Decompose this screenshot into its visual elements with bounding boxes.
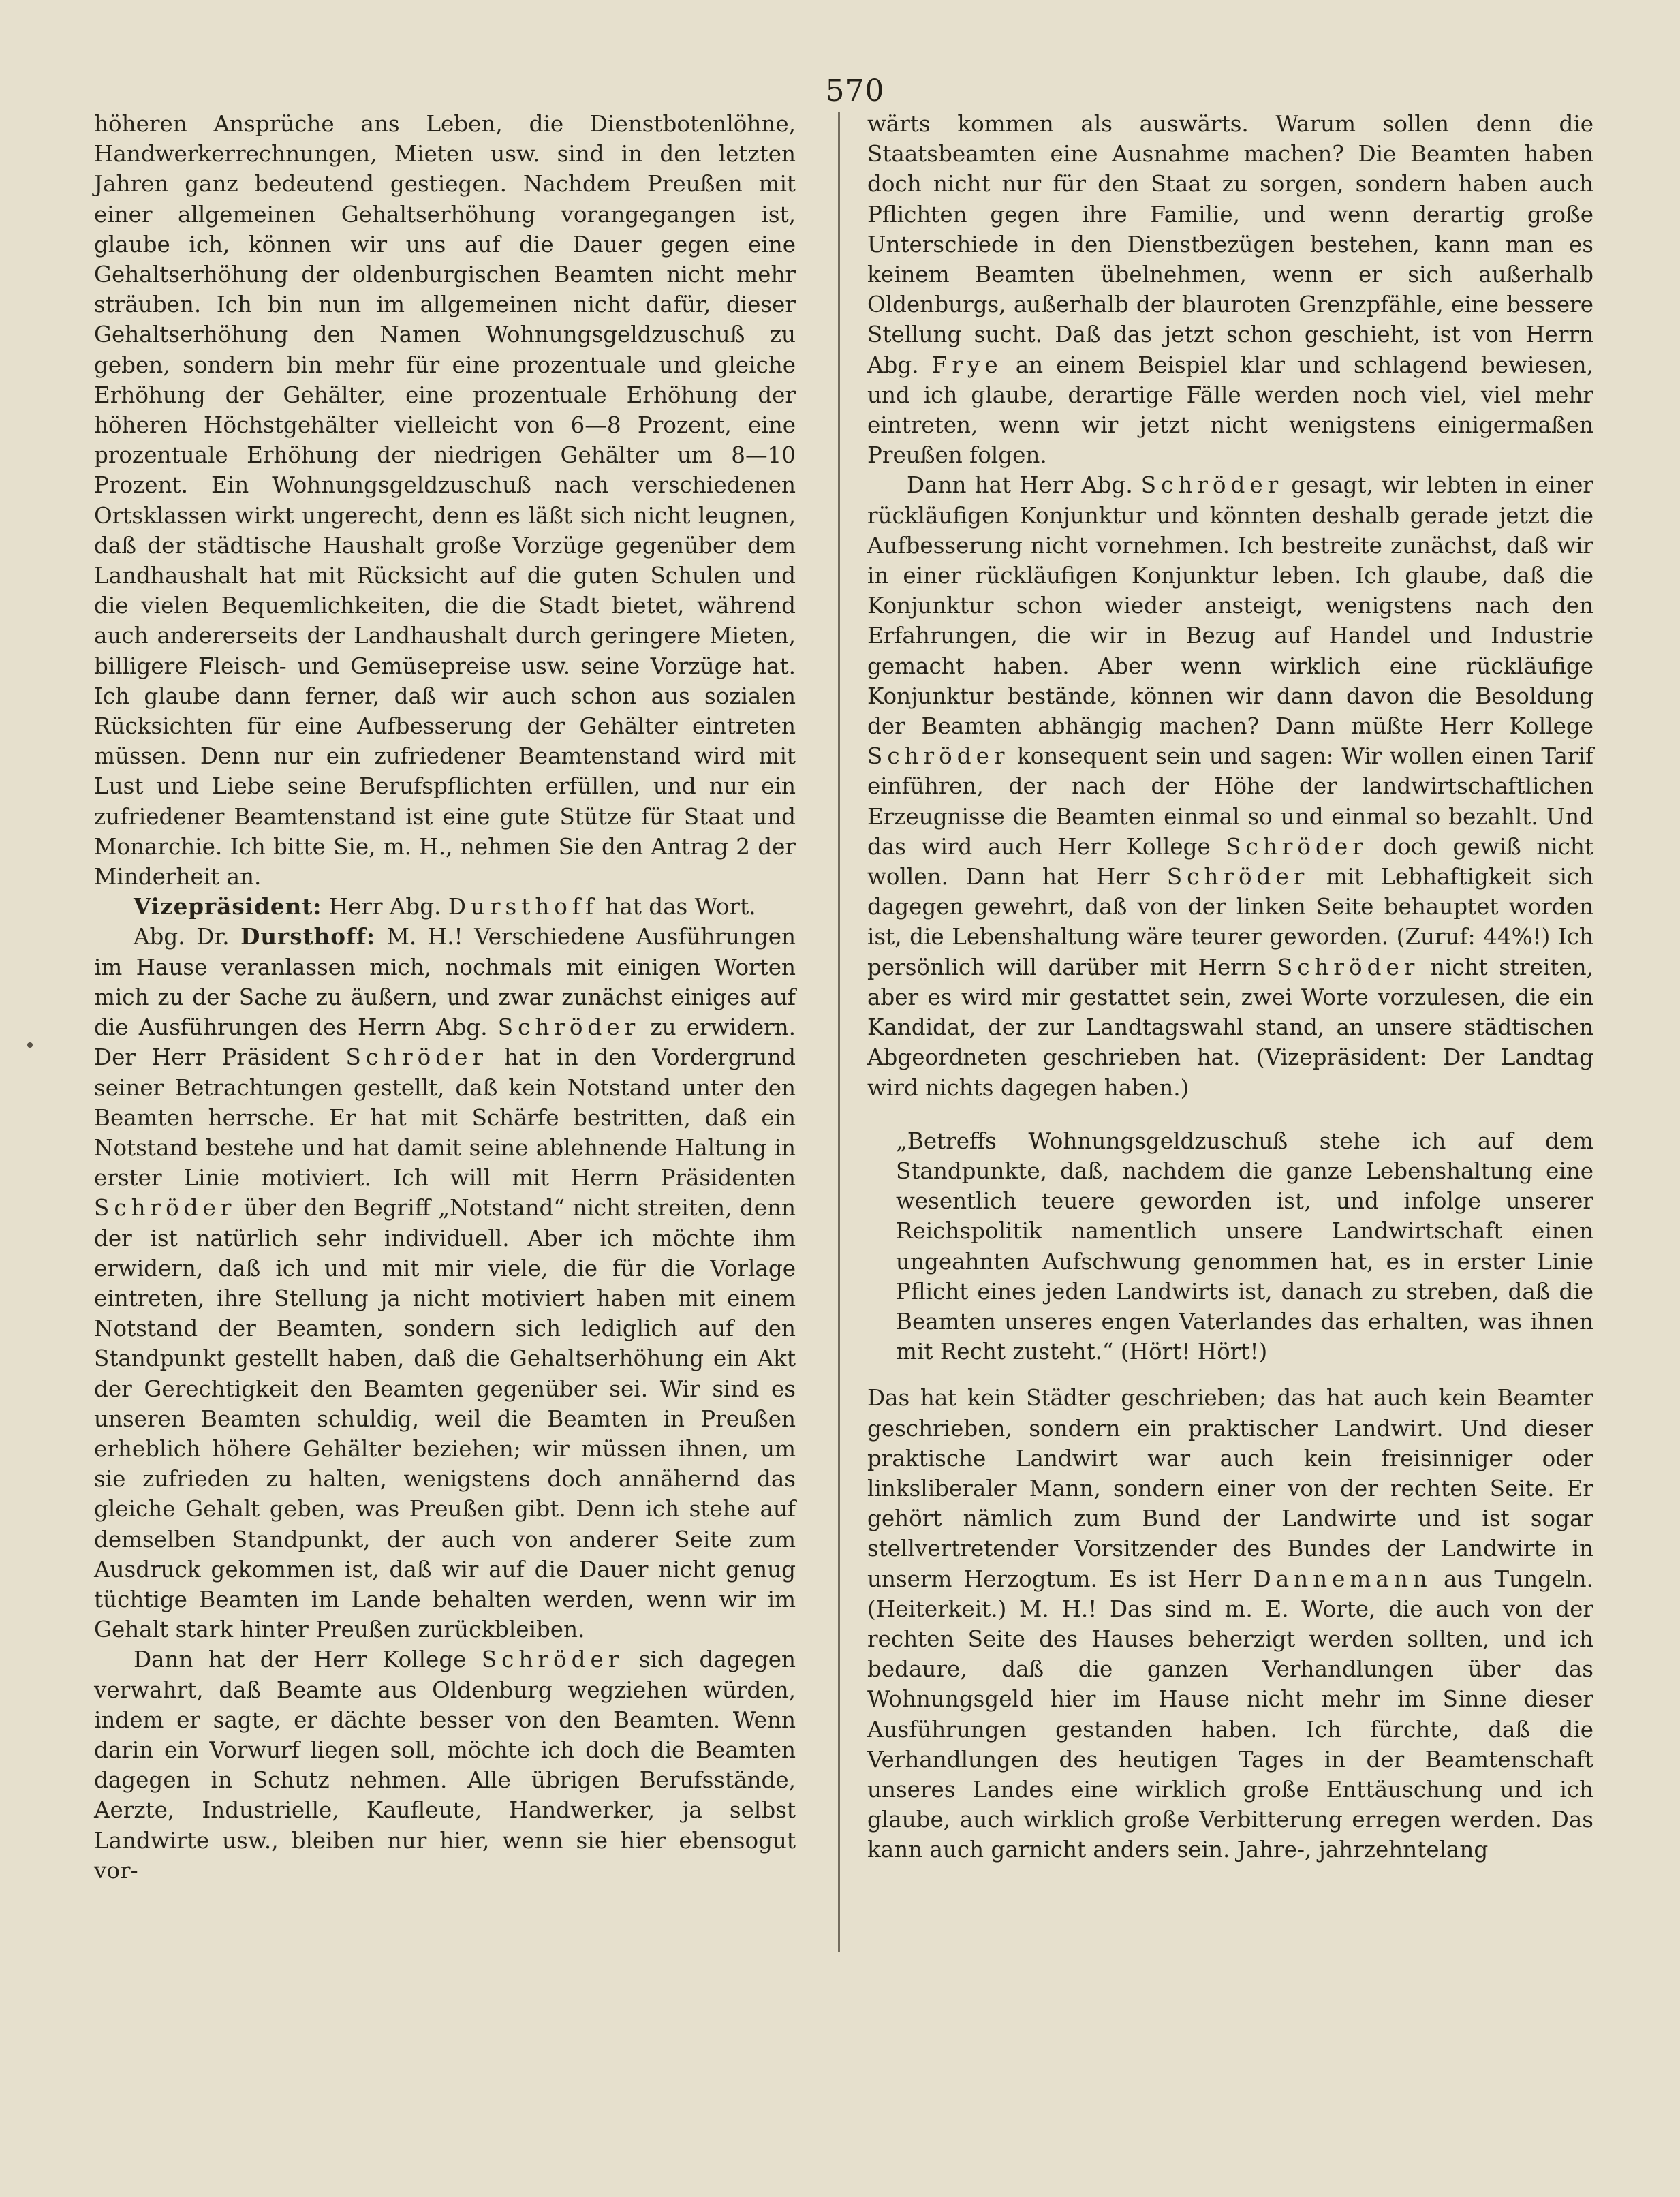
text-span: Abg. Dr. bbox=[134, 924, 241, 950]
person-name: Frye bbox=[931, 352, 1003, 378]
text-span: doch gewiß nicht wollen. Dann hat Herr bbox=[867, 833, 1593, 890]
text-span: aus Tungeln. (Heiterkeit.) M. H.! Das sind m. E. Worte, die auch von der rechten Seite des Hauses beherzigt werden sollten, und ich bedaure, daß die ganzen Verhandlungen über das Wohnungsgeld hier im Hause nicht mehr im Sinne dieser Ausführungen gestanden haben. Ich fürchte, daß die Verhandlungen des heutigen Tages in der Beamtenschaft unseres Landes eine wirklich große Enttäuschung und ich glaube, auch wirklich große Verbitterung erregen werden. Das kann auch garnicht anders sein. Jahre-, jahrzehntelang bbox=[867, 1565, 1593, 1863]
text-span: zu erwidern. Der Herr Präsident bbox=[94, 1014, 796, 1071]
ink-dot bbox=[27, 1042, 33, 1048]
text-span: wärts kommen als auswärts. Warum sollen denn die Staatsbeamten eine Ausnahme machen? Die Beamten haben doch nicht nur für den Staat zu sorgen, sondern haben auch Pflichten gegen ihre Familie, und wenn derartig große Unterschiede in den Dienstbezügen bestehen, kann man es keinem Beamten übelnehmen, wenn er sich außerhalb Oldenburgs, außerhalb der blauroten Grenzpfähle, eine bessere Stellung sucht. Daß das jetzt schon geschieht, ist von Herrn Abg. bbox=[867, 111, 1593, 378]
person-name: Schröder bbox=[1226, 833, 1368, 860]
right-paragraph-3 bbox=[867, 1383, 1593, 1865]
person-name: Schröder bbox=[481, 1647, 624, 1673]
text-span: an einem Beispiel klar und schlagend bewiesen, und ich glaube, derartige Fälle werden noch viel, viel mehr eintreten, wenn wir jetzt nicht wenigstens einigermaßen Preußen folgen. bbox=[867, 352, 1593, 469]
text-span: hat das Wort. bbox=[598, 894, 756, 920]
speaker-label: Vizepräsident: bbox=[134, 893, 322, 920]
text-span: Herr Abg. bbox=[322, 894, 448, 920]
person-name: Schröder bbox=[1277, 954, 1420, 980]
person-name: Schröder bbox=[1140, 472, 1284, 499]
left-paragraph-3 bbox=[94, 922, 796, 1645]
block-quote: „Betreffs Wohnungsgeldzuschuß stehe ich auf dem Standpunkte, daß, nachdem die ganze Lebenshaltung eine wesentlich teuere geworden ist, und infolge unserer Reichspolitik namentlich unsere Landwirtschaft einen ungeahnten Aufschwung genommen hat, es in erster Linie Pflicht eines jeden Landwirts ist, danach zu streben, daß die Beamten unseres engen Vaterlandes das erhalten, was ihnen mit Recht zusteht.“ (Hört! Hört!) bbox=[896, 1127, 1593, 1365]
person-name: Schröder bbox=[345, 1044, 488, 1071]
page-number: 570 bbox=[825, 74, 885, 108]
text-span: gesagt, wir lebten in einer rückläufigen Konjunktur und könnten deshalb gerade jetzt die Aufbesserung nicht vornehmen. Ich bestreite zunächst, daß wir in einer rückläufigen Konjunktur leben. Ich glaube, daß die Konjunktur schon wieder ansteigt, wenigstens nach den Erfahrungen, die wir in Bezug auf Handel und Industrie gemacht haben. Aber wenn wirklich eine rückläufige Konjunktur bestände, können wir dann davon die Besoldung der Beamten abhängig machen? Dann müßte Herr Kollege bbox=[867, 472, 1593, 740]
text-span: Dann hat Herr Abg. bbox=[907, 472, 1141, 499]
text-span: Dann hat der Herr Kollege bbox=[134, 1647, 482, 1673]
text-span: über den Begriff „Notstand“ nicht streiten, denn der ist natürlich sehr individuell. Aber ich möchte ihm erwidern, daß ich und mit mir viele, die für die Vorlage eintreten, ihre Stellung ja nicht motiviert haben mit einem Notstand der Beamten, sondern sich lediglich auf den Standpunkt gestellt haben, daß die Gehaltserhöhung ein Akt der Gerechtigkeit den Beamten gegenüber sei. Wir sind es unseren Beamten schuldig, weil die Beamten in Preußen erheblich höhere Gehälter beziehen; wir müssen ihnen, um sie zufrieden zu halten, wenigstens doch annähernd das gleiche Gehalt geben, was Preußen gibt. Denn ich stehe auf demselben Standpunkt, der auch von anderer Seite zum Ausdruck gekommen ist, daß wir auf die Dauer nicht genug tüchtige Beamten im Lande behalten werden, wenn wir im Gehalt stark hinter Preußen zurückbleiben. bbox=[94, 1195, 796, 1643]
right-column bbox=[867, 109, 1593, 1865]
person-name: Schröder bbox=[497, 1014, 640, 1041]
speaker-label: Dursthoff: bbox=[240, 923, 376, 950]
person-name: Schröder bbox=[1166, 864, 1309, 890]
text-span: sich dagegen verwahrt, daß Beamte aus Oldenburg wegziehen würden, indem er sagte, er dächte besser von den Beamten. Wenn darin ein Vorwurf liegen soll, möchte ich doch die Beamten dagegen in Schutz nehmen. Alle übrigen Berufsstände, Aerzte, Industrielle, Kaufleute, Handwerker, ja selbst Landwirte usw., bleiben nur hier, wenn sie hier ebensogut vor- bbox=[94, 1647, 796, 1884]
text-span: hat in den Vordergrund seiner Betrachtungen gestellt, daß kein Notstand unter den Beamten herrsche. Er hat mit Schärfe bestritten, daß ein Notstand bestehe und hat damit seine ablehnende Haltung in erster Linie motiviert. Ich will mit Herrn Präsidenten bbox=[94, 1044, 796, 1191]
text-span: Das hat kein Städter geschrieben; das hat auch kein Beamter geschrieben, sondern ein praktischer Landwirt. Und dieser praktische Landwirt war auch kein freisinniger oder linksliberaler Mann, sondern einer von der rechten Seite. Er gehört nämlich zum Bund der Landwirte und ist sogar stellvertretender Vorsitzender des Bundes der Landwirte in unserm Herzogtum. Es ist Herr bbox=[867, 1385, 1593, 1592]
text-span: konsequent sein und sagen: Wir wollen einen Tarif einführen, der nach der Höhe der landwirtschaftlichen Erzeugnisse die Beamten einmal so und einmal so bezahlt. Und das wird auch Herr Kollege bbox=[867, 743, 1593, 860]
person-name: Dursthoff bbox=[448, 894, 599, 920]
left-paragraph-2 bbox=[94, 892, 796, 922]
person-name: Schröder bbox=[94, 1195, 236, 1221]
column-divider bbox=[838, 112, 840, 1952]
left-paragraph-4 bbox=[94, 1645, 796, 1886]
text-span: mit Lebhaftigkeit sich dagegen gewehrt, daß von der linken Seite behauptet worden ist, die Lebenshaltung wäre teurer geworden. (Zuruf: 44%!) Ich persönlich will darüber mit Herrn bbox=[867, 864, 1594, 980]
person-name: Dannemann bbox=[1253, 1565, 1432, 1592]
right-paragraph-1 bbox=[867, 109, 1593, 470]
left-column bbox=[94, 109, 796, 1886]
left-paragraph-1: höheren Ansprüche ans Leben, die Dienstbotenlöhne, Handwerkerrechnungen, Mieten usw. sind in den letzten Jahren ganz bedeutend gestiegen. Nachdem Preußen mit einer allgemeinen Gehaltserhöhung vorangegangen ist, glaube ich, können wir uns auf die Dauer gegen eine Gehaltserhöhung der oldenburgischen Beamten nicht mehr sträuben. Ich bin nun im allgemeinen nicht dafür, dieser Gehaltserhöhung den Namen Wohnungsgeldzuschuß zu geben, sondern bin mehr für eine prozentuale und gleiche Erhöhung der Gehälter, eine prozentuale Erhöhung der höheren Höchstgehälter vielleicht von 6—8 Prozent, eine prozentuale Erhöhung der niedrigen Gehälter um 8—10 Prozent. Ein Wohnungsgeldzuschuß nach verschiedenen Ortsklassen wirkt ungerecht, denn es läßt sich nicht leugnen, daß der städtische Haushalt große Vorzüge gegenüber dem Landhaushalt hat mit Rücksicht auf die guten Schulen und die vielen Bequemlichkeiten, die die Stadt bietet, während auch andererseits der Landhaushalt durch geringere Mieten, billigere Fleisch- und Gemüsepreise usw. seine Vorzüge hat. Ich glaube dann ferner, daß wir auch schon aus sozialen Rücksichten für eine Aufbesserung der Gehälter eintreten müssen. Denn nur ein zufriedener Beamtenstand wird mit Lust und Liebe seine Berufspflichten erfüllen, und nur ein zufriedener Beamtenstand ist eine gute Stütze für Staat und Monarchie. Ich bitte Sie, m. H., nehmen Sie den Antrag 2 der Minderheit an. bbox=[94, 111, 796, 890]
text-span: M. H.! Verschiedene Ausführungen im Hause veranlassen mich, nochmals mit einigen Worten mich zu der Sache zu äußern, und zwar zunächst einiges auf die Ausführungen des Herrn Abg. bbox=[94, 924, 796, 1041]
text-span: nicht streiten, aber es wird mir gestattet sein, zwei Worte vorzulesen, die ein Kandidat, der zur Landtagswahl stand, an unsere städtischen Abgeordneten geschrieben hat. (Vizepräsident: Der Landtag wird nichts dagegen haben.) bbox=[867, 954, 1593, 1101]
person-name: Schröder bbox=[867, 743, 1010, 770]
right-paragraph-2 bbox=[867, 470, 1593, 1102]
